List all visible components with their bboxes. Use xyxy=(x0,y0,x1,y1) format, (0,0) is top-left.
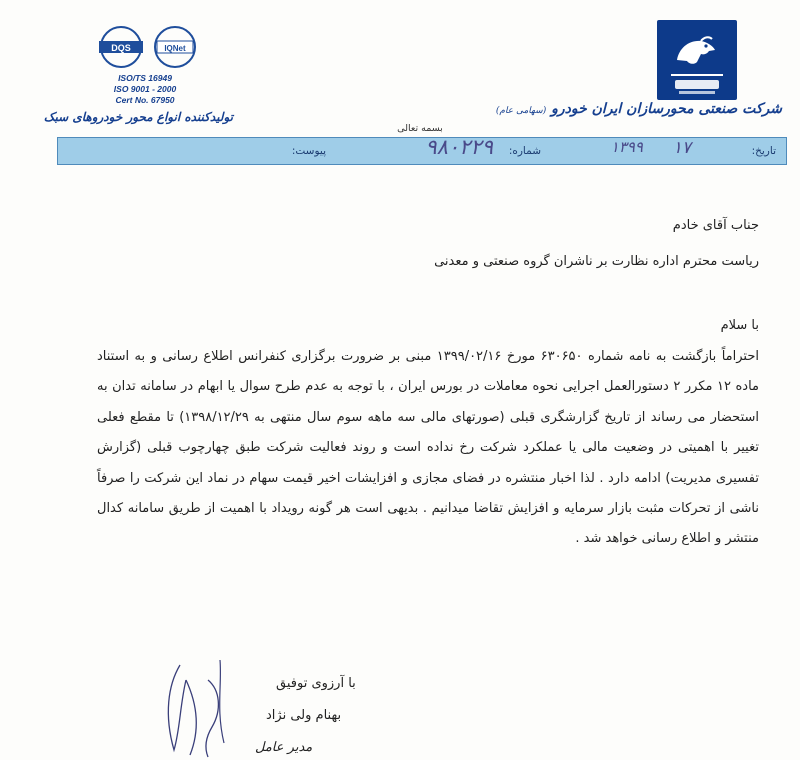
signer-name: بهنام ولی نژاد xyxy=(266,708,342,723)
iqnet-logo-text: IQNet xyxy=(164,44,186,53)
closing-line: با آرزوی توفیق xyxy=(276,676,356,691)
handwritten-signature xyxy=(150,655,280,760)
dqs-logo-icon xyxy=(99,27,143,67)
cert-number: Cert No. 67950 xyxy=(115,95,175,105)
date-label: تاریخ: xyxy=(751,145,776,157)
dqs-logo-text: DQS xyxy=(111,43,131,53)
number-value: ۹۸۰۲۲۹ xyxy=(425,135,493,159)
company-name: شرکت صنعتی محورسازان ایران خودرو (سهامی عام) xyxy=(495,101,782,117)
certification-logos xyxy=(95,22,205,72)
recipient-name: جناب آقای خادم xyxy=(672,218,759,233)
recipient-title: ریاست محترم اداره نظارت بر ناشران گروه صنعتی و معدنی xyxy=(434,254,759,269)
date-year-value: ۱۳۹۹ xyxy=(610,138,643,156)
besmeh-heading: بسمه تعالی xyxy=(397,123,443,134)
attachment-label: پیوست: xyxy=(291,145,326,157)
date-day-value: ۱۷ xyxy=(672,138,691,158)
cert-iso-ts: ISO/TS 16949 xyxy=(118,73,172,83)
horse-logo-icon xyxy=(657,20,737,100)
signer-title: مدیر عامل xyxy=(255,740,313,755)
letter-info-band xyxy=(57,137,787,165)
iqnet-logo-icon xyxy=(155,27,195,67)
producer-tagline: تولیدکننده انواع محور خودروهای سبک xyxy=(43,110,233,124)
cert-iso-9001: ISO 9001 - 2000 xyxy=(113,84,177,94)
greeting: با سلام xyxy=(720,318,759,333)
number-label: شماره: xyxy=(508,145,541,157)
letter-body: احتراماً بازگشت به نامه شماره ۶۳۰۶۵۰ مورخ ۱۳۹۹/۰۲/۱۶ مبنی بر ضرورت برگزاری کنفرانس اطلاع رسانی و به استناد ماده ۱۲ مکرر ۲ دستورالعمل اجرایی نحوه معاملات در بورس ایران ، با توجه به عدم طرح سوال یا ابهام در سامانه تدان به استحضار می رساند از تاریخ گزارشگری قبلی (صورتهای مالی سه ماهه سوم سال منتهی به ۱۳۹۸/۱۲/۲۹) تا مقطع فعلی تغییر با اهمیتی در وضعیت مالی یا عملکرد شرکت رخ نداده است و روند فعالیت شرکت طبق چهارچوب قبلی (گزارش تفسیری مدیریت) ادامه دارد . لذا اخبار منتشره در فضای مجازی و افزایشات اخیر قیمت سهام در نماد این شرکت را صرفاً ناشی از تحرکات مثبت بازار سرمایه و افزایش تقاضا میدانیم . بدیهی است هر گونه رویداد با اهمیت از طریق سامانه کدال منتشر و اطلاع رسانی خواهد شد . xyxy=(97,349,760,547)
company-type: (سهامی عام) xyxy=(495,106,547,116)
certification-list xyxy=(95,73,195,106)
